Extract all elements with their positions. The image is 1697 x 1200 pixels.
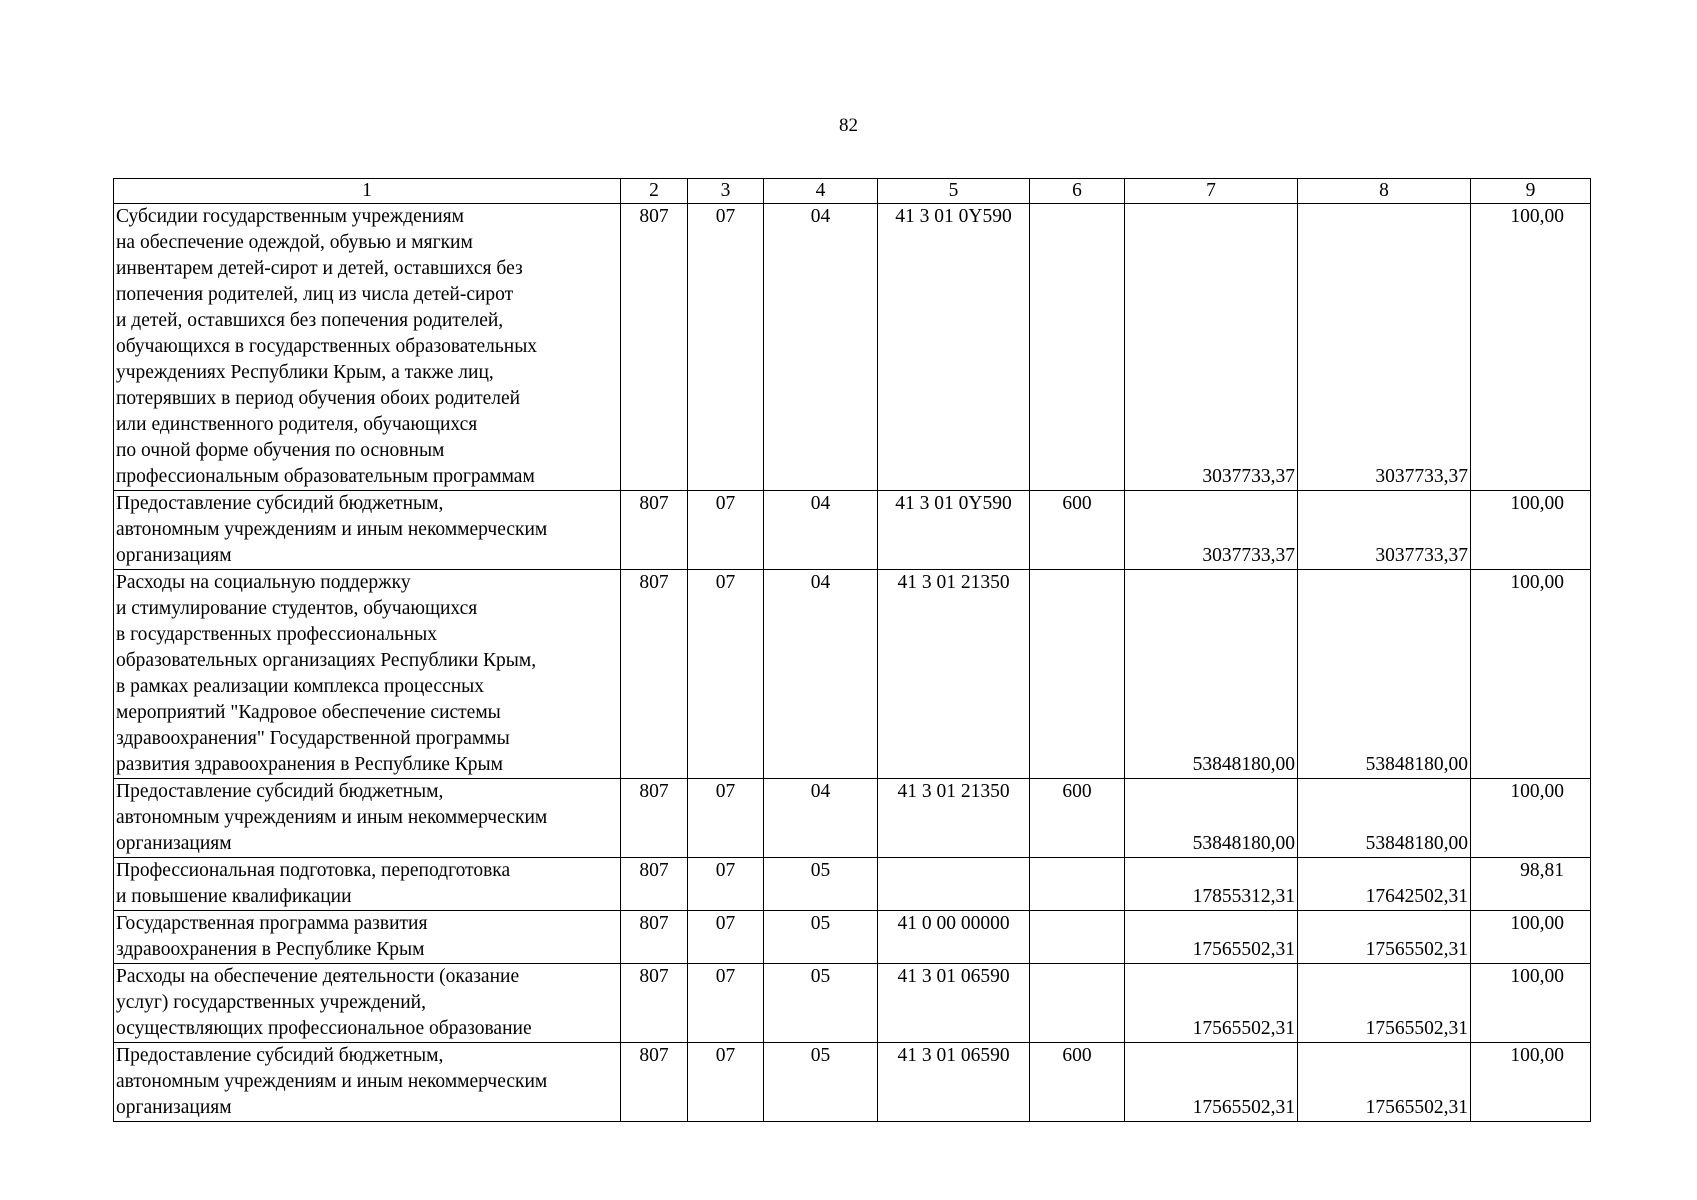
admin-code-cell: 807 [621,491,688,570]
executed-amount-cell: 17565502,31 [1298,964,1471,1043]
executed-amount-cell: 3037733,37 [1298,491,1471,570]
percent-cell: 100,00 [1471,964,1591,1043]
percent-cell: 100,00 [1471,570,1591,779]
planned-amount-cell: 17565502,31 [1125,964,1298,1043]
header-cell-8: 8 [1298,179,1471,204]
header-cell-6: 6 [1030,179,1125,204]
percent-cell: 100,00 [1471,491,1591,570]
expense-type-cell: 600 [1030,491,1125,570]
planned-amount-cell: 3037733,37 [1125,204,1298,491]
header-cell-1: 1 [114,179,621,204]
subsection-cell: 04 [764,204,878,491]
expense-type-cell: 600 [1030,1043,1125,1122]
planned-amount-cell: 53848180,00 [1125,779,1298,858]
table-row [114,491,1591,570]
admin-code-cell: 807 [621,570,688,779]
description-cell: Расходы на обеспечение деятельности (оказание услуг) государственных учреждений, осуществляющих профессиональное образование [114,964,621,1043]
admin-code-cell: 807 [621,911,688,964]
admin-code-cell: 807 [621,858,688,911]
planned-amount-cell: 17565502,31 [1125,911,1298,964]
page-number: 82 [839,115,858,136]
table-row [114,964,1591,1043]
subsection-cell: 05 [764,911,878,964]
section-cell: 07 [688,1043,764,1122]
target-article-cell [878,858,1030,911]
percent-cell: 100,00 [1471,911,1591,964]
description-cell: Расходы на социальную поддержку и стимулирование студентов, обучающихся в государственных профессиональных образовательных организациях Республики Крым, в рамках реализации комплекса процессных мероприятий "Кадровое обеспечение системы здравоохранения" Государственной программы развития здравоохранения в Республике Крым [114,570,621,779]
target-article-cell: 41 3 01 0Y590 [878,204,1030,491]
expense-type-cell [1030,911,1125,964]
percent-cell: 100,00 [1471,779,1591,858]
percent-cell: 98,81 [1471,858,1591,911]
budget-table [113,178,1591,1122]
admin-code-cell: 807 [621,779,688,858]
target-article-cell: 41 3 01 21350 [878,779,1030,858]
expense-type-cell: 600 [1030,779,1125,858]
percent-cell: 100,00 [1471,1043,1591,1122]
expense-type-cell [1030,204,1125,491]
planned-amount-cell: 17855312,31 [1125,858,1298,911]
admin-code-cell: 807 [621,204,688,491]
executed-amount-cell: 53848180,00 [1298,779,1471,858]
section-cell: 07 [688,911,764,964]
header-row [114,179,1591,204]
section-cell: 07 [688,491,764,570]
header-cell-3: 3 [688,179,764,204]
section-cell: 07 [688,570,764,779]
section-cell: 07 [688,964,764,1043]
description-cell: Профессиональная подготовка, переподготовка и повышение квалификации [114,858,621,911]
header-cell-4: 4 [764,179,878,204]
subsection-cell: 04 [764,779,878,858]
admin-code-cell: 807 [621,1043,688,1122]
section-cell: 07 [688,204,764,491]
header-cell-9: 9 [1471,179,1591,204]
table-row [114,570,1591,779]
target-article-cell: 41 3 01 06590 [878,1043,1030,1122]
target-article-cell: 41 3 01 06590 [878,964,1030,1043]
target-article-cell: 41 3 01 21350 [878,570,1030,779]
header-cell-2: 2 [621,179,688,204]
target-article-cell: 41 3 01 0Y590 [878,491,1030,570]
subsection-cell: 05 [764,964,878,1043]
section-cell: 07 [688,779,764,858]
subsection-cell: 05 [764,858,878,911]
table-row [114,1043,1591,1122]
description-cell: Предоставление субсидий бюджетным, автономным учреждениям и иным некоммерческим организациям [114,1043,621,1122]
planned-amount-cell: 53848180,00 [1125,570,1298,779]
header-cell-5: 5 [878,179,1030,204]
executed-amount-cell: 3037733,37 [1298,204,1471,491]
subsection-cell: 04 [764,570,878,779]
header-cell-7: 7 [1125,179,1298,204]
executed-amount-cell: 17565502,31 [1298,911,1471,964]
executed-amount-cell: 17642502,31 [1298,858,1471,911]
description-cell: Государственная программа развития здравоохранения в Республике Крым [114,911,621,964]
planned-amount-cell: 17565502,31 [1125,1043,1298,1122]
expense-type-cell [1030,858,1125,911]
table-row [114,858,1591,911]
expense-type-cell [1030,570,1125,779]
planned-amount-cell: 3037733,37 [1125,491,1298,570]
expense-type-cell [1030,964,1125,1043]
subsection-cell: 04 [764,491,878,570]
table-row [114,911,1591,964]
table-row [114,779,1591,858]
description-cell: Предоставление субсидий бюджетным, автономным учреждениям и иным некоммерческим организациям [114,491,621,570]
admin-code-cell: 807 [621,964,688,1043]
subsection-cell: 05 [764,1043,878,1122]
executed-amount-cell: 17565502,31 [1298,1043,1471,1122]
target-article-cell: 41 0 00 00000 [878,911,1030,964]
section-cell: 07 [688,858,764,911]
table-row [114,204,1591,491]
description-cell: Субсидии государственным учреждениям на обеспечение одеждой, обувью и мягким инвентарем детей-сирот и детей, оставшихся без попечения родителей, лиц из числа детей-сирот и детей, оставшихся без попечения родителей, обучающихся в государственных образовательных учреждениях Республики Крым, а также лиц, потерявших в период обучения обоих родителей или единственного родителя, обучающихся по очной форме обучения по основным профессиональным образовательным программам [114,204,621,491]
executed-amount-cell: 53848180,00 [1298,570,1471,779]
description-cell: Предоставление субсидий бюджетным, автономным учреждениям и иным некоммерческим организациям [114,779,621,858]
percent-cell: 100,00 [1471,204,1591,491]
